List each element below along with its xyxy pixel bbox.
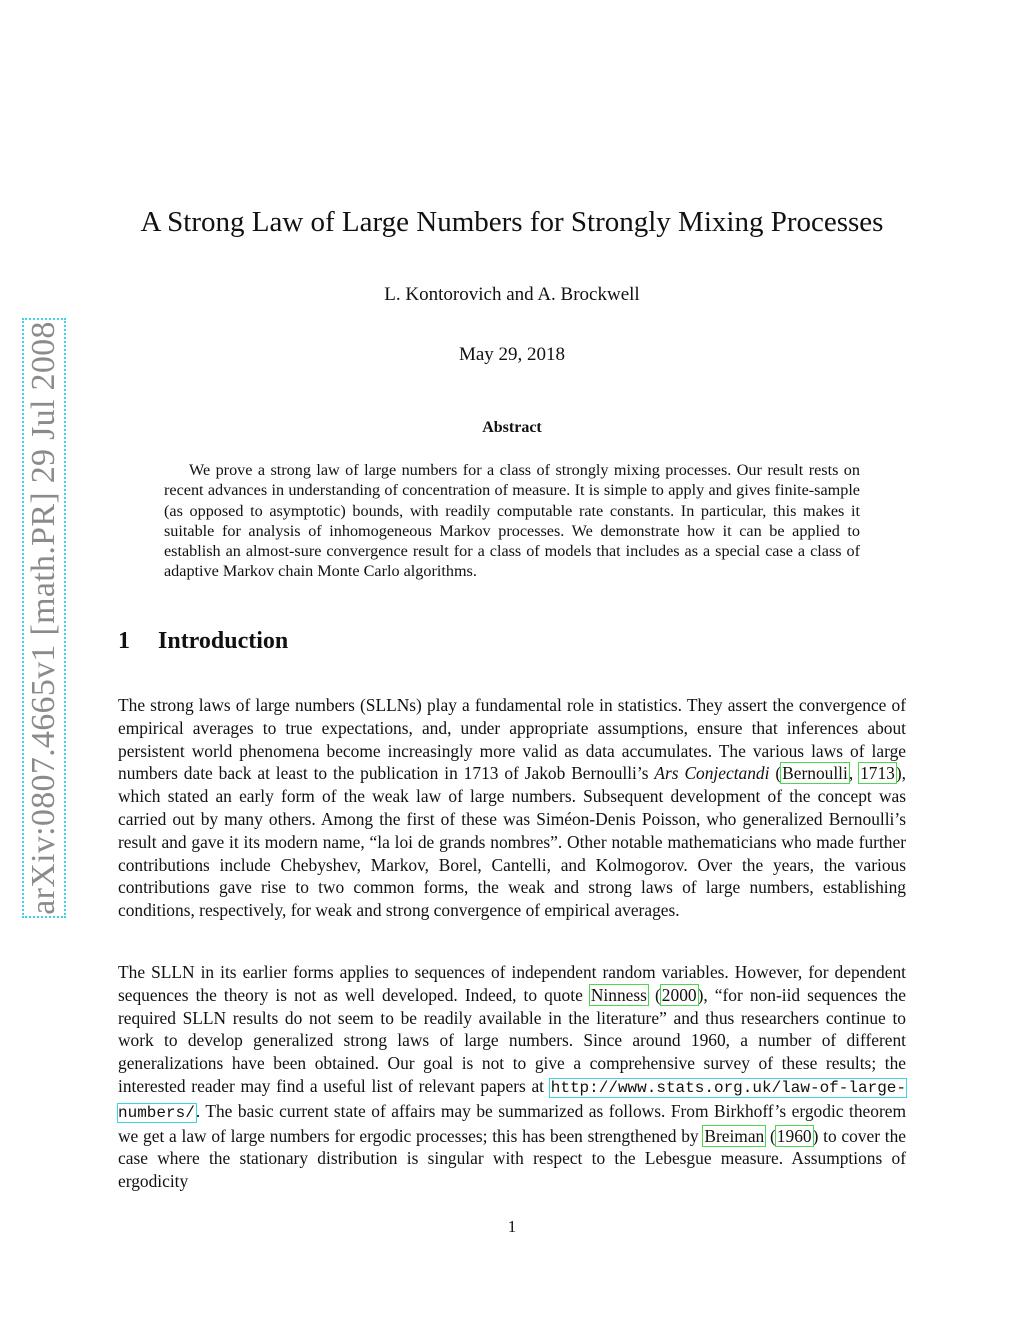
- paragraph-1: [118, 694, 906, 922]
- para1-text-b: (: [769, 763, 782, 784]
- para2-text-a: The SLLN in its earlier forms applies to sequences of independent random variables. However, for dependent sequences the theory is not as well developed. Indeed, to quote: [118, 962, 906, 1005]
- citation-link-2000[interactable]: 2000: [661, 984, 697, 1005]
- date: May 29, 2018: [458, 344, 566, 365]
- url-link[interactable]: http://www.stats.org.uk/law-of-large-numbers/: [118, 1078, 906, 1122]
- abstract-heading: Abstract: [482, 419, 542, 436]
- paper-title: A Strong Law of Large Numbers for Strongly Mixing Processes: [140, 206, 884, 238]
- para1-text-c: ,: [848, 763, 860, 784]
- citation-link-bernoulli[interactable]: Bernoulli: [782, 763, 848, 784]
- arxiv-stamp[interactable]: [22, 318, 66, 918]
- para1-text-a: The strong laws of large numbers (SLLNs) play a fundamental role in statistics. They assert the convergence of empirical averages to true expectations, and, under appropriate assumptions, ensure that inferences about persistent world phenomena become increasingly more valid as data accumulates. The various laws of large numbers date back at least to the publication in 1713 of Jakob Bernoulli’s: [118, 695, 906, 784]
- page-number: 1: [507, 1217, 517, 1236]
- para2-text-f: ) to cover the case where the stationary distribution is singular with respect to the Lebesgue measure. Assumptions of ergodicity: [118, 1125, 907, 1192]
- paragraph-2: [118, 961, 906, 1193]
- citation-link-ninness[interactable]: Ninness: [590, 984, 647, 1005]
- abstract-text: We prove a strong law of large numbers for a class of strongly mixing processes. Our result rests on recent advances in understanding of concentration of measure. It is simple to apply and gives finite-sample (as opposed to asymptotic) bounds, with readily computable rate constants. In particular, this makes it suitable for analysis of inhomogeneous Markov processes. We demonstrate how it can be applied to establish an almost-sure convergence result for a class of models that includes as a special case a class of adaptive Markov chain Monte Carlo algorithms.: [164, 461, 860, 581]
- section-number: 1: [118, 628, 130, 654]
- para2-text-c: ), “for non-iid sequences the required SLLN results do not seem to be readily available in the literature” and thus researchers continue to work to develop generalized strong laws of large numbers. Since around 1960, a number of different generalizations have been obtained. Our goal is not to give a comprehensive survey of these results; the interested reader may find a useful list of relevant papers at: [118, 984, 906, 1096]
- para2-text-b: (: [647, 984, 661, 1005]
- book-title: Ars Conjectandi: [654, 763, 770, 784]
- section-title: Introduction: [158, 628, 289, 654]
- para2-text-e: (: [765, 1125, 776, 1146]
- section-heading: [118, 628, 288, 655]
- citation-link-breiman[interactable]: Breiman: [704, 1125, 765, 1146]
- arxiv-stamp-text: arXiv:0807.4665v1 [math.PR] 29 Jul 2008: [25, 321, 62, 915]
- authors: L. Kontorovich and A. Brockwell: [384, 284, 640, 305]
- para1-text-d: ), which stated an early form of the weak law of large numbers. Subsequent development of the concept was carried out by many others. Among the first of these was Siméon-Denis Poisson, who generalized Bernoulli’s result and gave it its modern name, “la loi de grands nombres”. Other notable mathematicians who made further contributions include Chebyshev, Markov, Borel, Cantelli, and Kolmogorov. Over the years, the various contributions gave rise to two common forms, the weak and strong laws of large numbers, establishing conditions, respectively, for weak and strong convergence of empirical averages.: [118, 763, 907, 921]
- para2-text-d: . The basic current state of affairs may be summarized as follows. From Birkhoff’s ergodic theorem we get a law of large numbers for ergodic processes; this has been strengthened by: [118, 1100, 906, 1146]
- citation-link-1960[interactable]: 1960: [776, 1125, 812, 1146]
- citation-link-1713[interactable]: 1713: [860, 763, 895, 784]
